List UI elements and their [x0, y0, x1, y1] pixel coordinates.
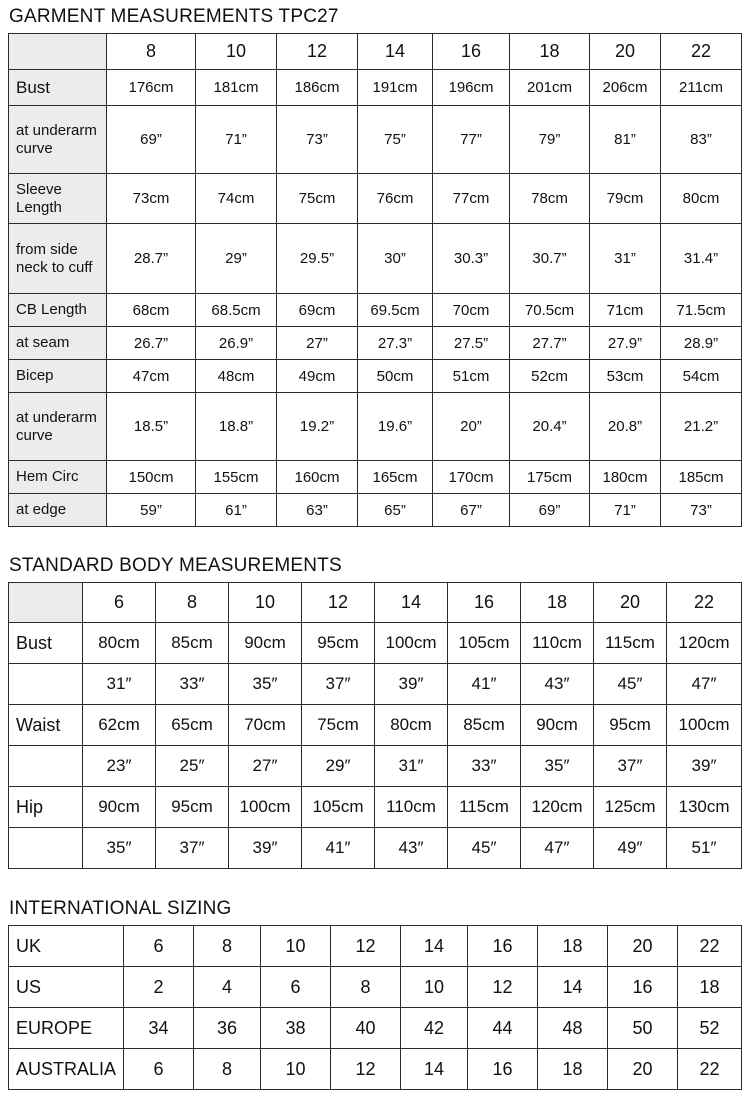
table-cell: 14: [401, 1049, 468, 1090]
table-cell: 211cm: [661, 70, 742, 106]
row-label: EUROPE: [9, 1008, 124, 1049]
table-cell: 68cm: [107, 294, 196, 327]
table-cell: 53cm: [590, 360, 661, 393]
table-cell: 165cm: [358, 461, 433, 494]
table-cell: 100cm: [667, 705, 742, 746]
size-header: 8: [156, 583, 229, 623]
table-cell: 39″: [667, 746, 742, 787]
table-cell: 206cm: [590, 70, 661, 106]
table-cell: 71.5cm: [661, 294, 742, 327]
table-cell: 42: [401, 1008, 468, 1049]
row-label: US: [9, 967, 124, 1008]
table-cell: 29”: [196, 224, 277, 294]
table-cell: 27.3”: [358, 327, 433, 360]
table-cell: 81”: [590, 106, 661, 174]
table-cell: 31″: [83, 664, 156, 705]
table-cell: 38: [261, 1008, 331, 1049]
row-label-empty: [9, 828, 83, 869]
table-cell: 8: [194, 1049, 261, 1090]
row-label: UK: [9, 926, 124, 967]
size-header: 14: [358, 34, 433, 70]
table-row: [9, 828, 742, 869]
table-row: [9, 967, 742, 1008]
table-cell: 27.5”: [433, 327, 510, 360]
table-cell: 12: [331, 1049, 401, 1090]
table-cell: 50cm: [358, 360, 433, 393]
header-corner: [9, 583, 83, 623]
size-header: 22: [667, 583, 742, 623]
header-corner: [9, 34, 107, 70]
table-cell: 120cm: [667, 623, 742, 664]
table-cell: 75cm: [302, 705, 375, 746]
table-cell: 62cm: [83, 705, 156, 746]
table-cell: 28.7”: [107, 224, 196, 294]
table-cell: 10: [261, 926, 331, 967]
size-header: 18: [510, 34, 590, 70]
table-cell: 196cm: [433, 70, 510, 106]
table-cell: 45″: [448, 828, 521, 869]
table-cell: 115cm: [448, 787, 521, 828]
table-cell: 65cm: [156, 705, 229, 746]
table-cell: 39″: [375, 664, 448, 705]
row-label: Bust: [9, 623, 83, 664]
row-label: at underarm curve: [9, 393, 107, 461]
table-row: [9, 327, 742, 360]
table-cell: 40: [331, 1008, 401, 1049]
table-cell: 69”: [510, 494, 590, 527]
table-cell: 47″: [521, 828, 594, 869]
table-cell: 21.2”: [661, 393, 742, 461]
table-cell: 31.4”: [661, 224, 742, 294]
table-cell: 35″: [83, 828, 156, 869]
table-cell: 16: [608, 967, 678, 1008]
row-label: at underarm curve: [9, 106, 107, 174]
table-cell: 186cm: [277, 70, 358, 106]
international-sizing-table: [8, 925, 742, 1090]
body-title: STANDARD BODY MEASUREMENTS: [9, 555, 342, 576]
table-cell: 100cm: [375, 623, 448, 664]
table-cell: 69”: [107, 106, 196, 174]
row-label: Bust: [9, 70, 107, 106]
table-row: [9, 705, 742, 746]
table-cell: 18: [538, 1049, 608, 1090]
table-cell: 95cm: [302, 623, 375, 664]
row-label: at edge: [9, 494, 107, 527]
table-cell: 150cm: [107, 461, 196, 494]
table-cell: 175cm: [510, 461, 590, 494]
table-cell: 27″: [229, 746, 302, 787]
table-cell: 18.8”: [196, 393, 277, 461]
table-cell: 2: [124, 967, 194, 1008]
table-cell: 76cm: [358, 174, 433, 224]
table-cell: 20.4”: [510, 393, 590, 461]
table-cell: 48: [538, 1008, 608, 1049]
table-row: [9, 70, 742, 106]
table-cell: 61”: [196, 494, 277, 527]
row-label: Hem Circ: [9, 461, 107, 494]
size-header: 16: [433, 34, 510, 70]
table-cell: 176cm: [107, 70, 196, 106]
row-label: at seam: [9, 327, 107, 360]
table-cell: 31″: [375, 746, 448, 787]
table-cell: 14: [538, 967, 608, 1008]
table-cell: 12: [331, 926, 401, 967]
table-cell: 37″: [594, 746, 667, 787]
table-cell: 50: [608, 1008, 678, 1049]
table-cell: 28.9”: [661, 327, 742, 360]
table-cell: 74cm: [196, 174, 277, 224]
garment-title: GARMENT MEASUREMENTS TPC27: [9, 6, 339, 27]
table-cell: 78cm: [510, 174, 590, 224]
table-row: [9, 393, 742, 461]
table-cell: 90cm: [229, 623, 302, 664]
table-cell: 20: [608, 1049, 678, 1090]
table-cell: 79”: [510, 106, 590, 174]
table-cell: 45″: [594, 664, 667, 705]
table-cell: 73cm: [107, 174, 196, 224]
table-cell: 185cm: [661, 461, 742, 494]
table-cell: 68.5cm: [196, 294, 277, 327]
table-cell: 33″: [156, 664, 229, 705]
size-header: 12: [302, 583, 375, 623]
table-row: [9, 1049, 742, 1090]
table-cell: 65”: [358, 494, 433, 527]
table-row: [9, 746, 742, 787]
table-cell: 48cm: [196, 360, 277, 393]
table-row: [9, 294, 742, 327]
table-cell: 31”: [590, 224, 661, 294]
size-header: 22: [661, 34, 742, 70]
table-cell: 63”: [277, 494, 358, 527]
table-cell: 77cm: [433, 174, 510, 224]
table-cell: 155cm: [196, 461, 277, 494]
table-cell: 49″: [594, 828, 667, 869]
table-cell: 16: [468, 926, 538, 967]
table-row: [9, 787, 742, 828]
table-cell: 191cm: [358, 70, 433, 106]
size-header: 6: [83, 583, 156, 623]
table-header-row: [9, 34, 742, 70]
table-cell: 73”: [277, 106, 358, 174]
table-cell: 25″: [156, 746, 229, 787]
table-cell: 6: [124, 926, 194, 967]
table-cell: 43″: [375, 828, 448, 869]
table-cell: 52cm: [510, 360, 590, 393]
size-header: 12: [277, 34, 358, 70]
row-label-empty: [9, 664, 83, 705]
size-header: 8: [107, 34, 196, 70]
table-cell: 51″: [667, 828, 742, 869]
table-cell: 27.7”: [510, 327, 590, 360]
table-cell: 37″: [302, 664, 375, 705]
table-cell: 8: [194, 926, 261, 967]
size-header: 20: [590, 34, 661, 70]
table-cell: 29.5”: [277, 224, 358, 294]
table-cell: 10: [401, 967, 468, 1008]
table-cell: 37″: [156, 828, 229, 869]
table-header-row: [9, 583, 742, 623]
body-measurements-table: [8, 582, 742, 869]
table-cell: 71cm: [590, 294, 661, 327]
table-cell: 41″: [448, 664, 521, 705]
table-cell: 69.5cm: [358, 294, 433, 327]
table-cell: 6: [124, 1049, 194, 1090]
size-header: 14: [375, 583, 448, 623]
table-cell: 75cm: [277, 174, 358, 224]
table-cell: 110cm: [521, 623, 594, 664]
table-cell: 20: [608, 926, 678, 967]
table-cell: 51cm: [433, 360, 510, 393]
table-row: [9, 926, 742, 967]
table-cell: 77”: [433, 106, 510, 174]
row-label: Bicep: [9, 360, 107, 393]
table-cell: 115cm: [594, 623, 667, 664]
table-cell: 26.9”: [196, 327, 277, 360]
table-cell: 85cm: [448, 705, 521, 746]
table-cell: 26.7”: [107, 327, 196, 360]
table-cell: 29″: [302, 746, 375, 787]
table-row: [9, 664, 742, 705]
table-cell: 30.3”: [433, 224, 510, 294]
table-cell: 41″: [302, 828, 375, 869]
table-row: [9, 1008, 742, 1049]
row-label: Waist: [9, 705, 83, 746]
table-row: [9, 360, 742, 393]
table-cell: 47″: [667, 664, 742, 705]
table-row: [9, 461, 742, 494]
table-cell: 120cm: [521, 787, 594, 828]
table-cell: 67”: [433, 494, 510, 527]
table-cell: 30.7”: [510, 224, 590, 294]
table-cell: 180cm: [590, 461, 661, 494]
table-cell: 16: [468, 1049, 538, 1090]
table-cell: 8: [331, 967, 401, 1008]
row-label: Sleeve Length: [9, 174, 107, 224]
table-cell: 12: [468, 967, 538, 1008]
table-cell: 90cm: [521, 705, 594, 746]
international-title: INTERNATIONAL SIZING: [9, 898, 232, 919]
table-cell: 6: [261, 967, 331, 1008]
table-cell: 43″: [521, 664, 594, 705]
table-cell: 36: [194, 1008, 261, 1049]
table-cell: 18: [678, 967, 742, 1008]
row-label: Hip: [9, 787, 83, 828]
table-cell: 70cm: [433, 294, 510, 327]
table-cell: 71”: [590, 494, 661, 527]
table-cell: 14: [401, 926, 468, 967]
table-cell: 27”: [277, 327, 358, 360]
table-cell: 181cm: [196, 70, 277, 106]
table-cell: 23″: [83, 746, 156, 787]
table-cell: 71”: [196, 106, 277, 174]
table-cell: 47cm: [107, 360, 196, 393]
table-cell: 80cm: [375, 705, 448, 746]
table-cell: 130cm: [667, 787, 742, 828]
table-cell: 73”: [661, 494, 742, 527]
table-cell: 19.6”: [358, 393, 433, 461]
row-label: CB Length: [9, 294, 107, 327]
table-cell: 44: [468, 1008, 538, 1049]
table-cell: 35″: [521, 746, 594, 787]
table-cell: 100cm: [229, 787, 302, 828]
size-header: 18: [521, 583, 594, 623]
table-cell: 95cm: [156, 787, 229, 828]
table-cell: 70.5cm: [510, 294, 590, 327]
table-cell: 105cm: [448, 623, 521, 664]
table-row: [9, 106, 742, 174]
table-cell: 69cm: [277, 294, 358, 327]
table-cell: 20.8”: [590, 393, 661, 461]
row-label-empty: [9, 746, 83, 787]
table-cell: 35″: [229, 664, 302, 705]
size-header: 16: [448, 583, 521, 623]
table-cell: 83”: [661, 106, 742, 174]
table-cell: 95cm: [594, 705, 667, 746]
table-cell: 125cm: [594, 787, 667, 828]
table-cell: 80cm: [83, 623, 156, 664]
table-cell: 85cm: [156, 623, 229, 664]
table-cell: 19.2”: [277, 393, 358, 461]
row-label: AUSTRALIA: [9, 1049, 124, 1090]
table-cell: 80cm: [661, 174, 742, 224]
table-cell: 39″: [229, 828, 302, 869]
table-cell: 70cm: [229, 705, 302, 746]
table-cell: 22: [678, 926, 742, 967]
size-header: 10: [229, 583, 302, 623]
table-cell: 20”: [433, 393, 510, 461]
table-cell: 75”: [358, 106, 433, 174]
table-cell: 52: [678, 1008, 742, 1049]
table-cell: 201cm: [510, 70, 590, 106]
table-cell: 10: [261, 1049, 331, 1090]
table-cell: 30”: [358, 224, 433, 294]
table-row: [9, 174, 742, 224]
table-cell: 79cm: [590, 174, 661, 224]
table-cell: 170cm: [433, 461, 510, 494]
garment-measurements-table: [8, 33, 742, 527]
table-cell: 49cm: [277, 360, 358, 393]
table-cell: 59”: [107, 494, 196, 527]
table-cell: 34: [124, 1008, 194, 1049]
table-cell: 54cm: [661, 360, 742, 393]
table-cell: 33″: [448, 746, 521, 787]
table-cell: 22: [678, 1049, 742, 1090]
table-cell: 90cm: [83, 787, 156, 828]
table-cell: 160cm: [277, 461, 358, 494]
table-cell: 110cm: [375, 787, 448, 828]
size-header: 10: [196, 34, 277, 70]
table-cell: 4: [194, 967, 261, 1008]
table-cell: 27.9”: [590, 327, 661, 360]
table-row: [9, 623, 742, 664]
table-cell: 18: [538, 926, 608, 967]
table-cell: 105cm: [302, 787, 375, 828]
table-row: [9, 224, 742, 294]
row-label: from side neck to cuff: [9, 224, 107, 294]
table-row: [9, 494, 742, 527]
size-header: 20: [594, 583, 667, 623]
table-cell: 18.5”: [107, 393, 196, 461]
